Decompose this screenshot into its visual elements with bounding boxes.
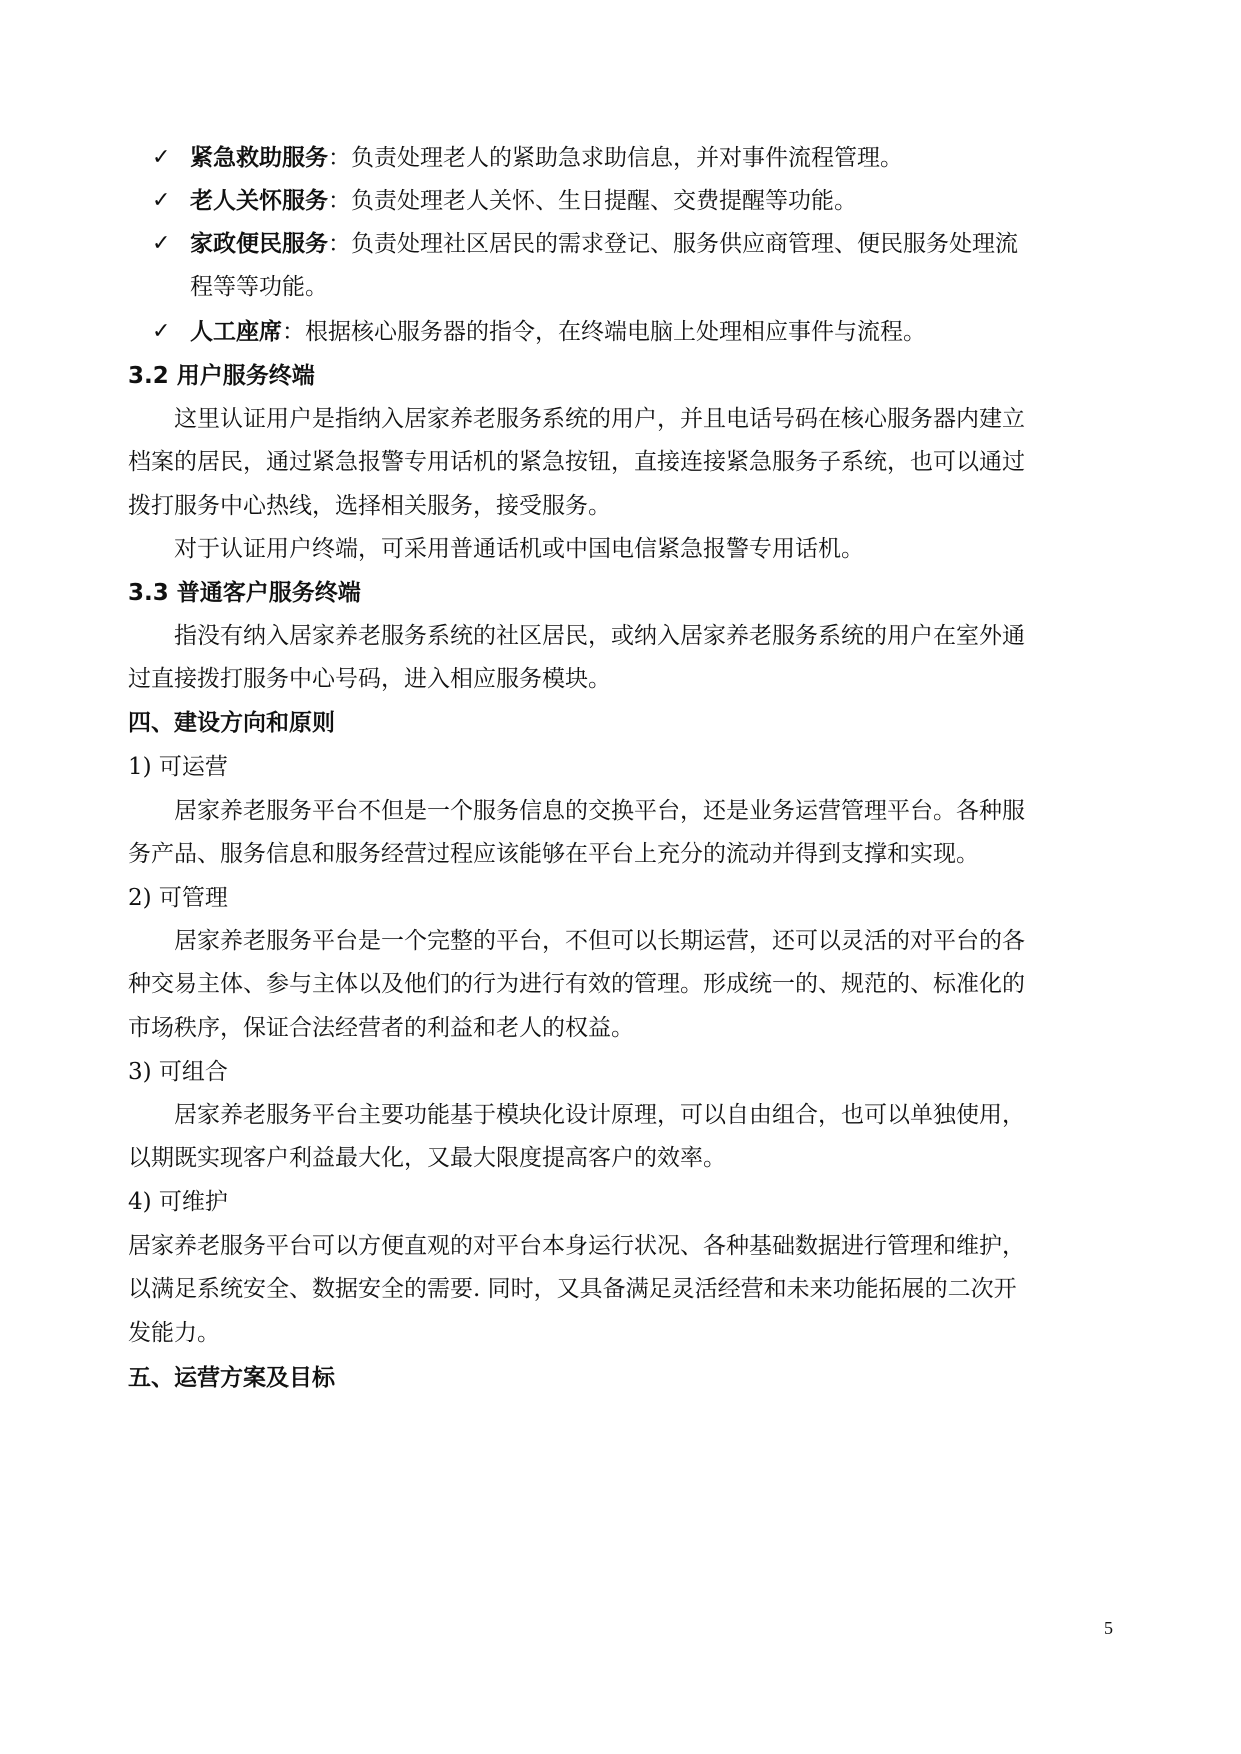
bullet-separator: ： <box>328 188 351 214</box>
paragraph-line: 居家养老服务平台是一个完整的平台，不但可以长期运营，还可以灵活的对平台的各 <box>174 928 1025 954</box>
bullet-title: 人工座席 <box>190 319 282 345</box>
bullet-text: 负责处理老人的紧助急求助信息，并对事件流程管理。 <box>351 145 903 171</box>
paragraph-line: 以期既实现客户利益最大化，又最大限度提高客户的效率。 <box>128 1145 726 1171</box>
bullet-continuation: 程等等功能。 <box>190 274 328 300</box>
principle-label: 3) 可组合 <box>128 1059 228 1085</box>
checkmark-icon: ✓ <box>152 319 171 344</box>
bullet-separator: ： <box>282 319 305 345</box>
chapter-heading: 五、运营方案及目标 <box>128 1365 335 1391</box>
section-heading: 3.3 普通客户服务终端 <box>128 580 361 606</box>
paragraph-line: 居家养老服务平台可以方便直观的对平台本身运行状况、各种基础数据进行管理和维护， <box>128 1233 1025 1259</box>
bullet-text: 负责处理老人关怀、生日提醒、交费提醒等功能。 <box>351 188 857 214</box>
principle-label: 4) 可维护 <box>128 1189 228 1215</box>
paragraph-line: 过直接拨打服务中心号码，进入相应服务模块。 <box>128 666 611 692</box>
bullet-line <box>190 228 1018 260</box>
bullet-title: 家政便民服务 <box>190 231 328 257</box>
bullet-text: 根据核心服务器的指令，在终端电脑上处理相应事件与流程。 <box>305 319 926 345</box>
bullet-separator: ： <box>328 231 351 257</box>
chapter-heading: 四、建设方向和原则 <box>128 710 335 736</box>
paragraph-line: 拨打服务中心热线，选择相关服务，接受服务。 <box>128 493 611 519</box>
paragraph-line: 以满足系统安全、数据安全的需要. 同时，又具备满足灵活经营和未来功能拓展的二次开 <box>128 1276 1017 1302</box>
section-heading: 3.2 用户服务终端 <box>128 363 315 389</box>
paragraph-line: 种交易主体、参与主体以及他们的行为进行有效的管理。形成统一的、规范的、标准化的 <box>128 971 1025 997</box>
bullet-text: 负责处理社区居民的需求登记、服务供应商管理、便民服务处理流 <box>351 231 1018 257</box>
bullet-separator: ： <box>328 145 351 171</box>
paragraph-line: 发能力。 <box>128 1320 220 1346</box>
paragraph-line: 居家养老服务平台主要功能基于模块化设计原理，可以自由组合，也可以单独使用， <box>174 1102 1025 1128</box>
paragraph-line: 档案的居民，通过紧急报警专用话机的紧急按钮，直接连接紧急服务子系统，也可以通过 <box>128 449 1025 475</box>
checkmark-icon: ✓ <box>152 188 171 213</box>
checkmark-icon: ✓ <box>152 145 171 170</box>
principle-label: 1) 可运营 <box>128 754 228 780</box>
bullet-line <box>190 185 857 217</box>
paragraph-line: 对于认证用户终端，可采用普通话机或中国电信紧急报警专用话机。 <box>174 536 864 562</box>
bullet-line <box>190 316 926 348</box>
paragraph-line: 这里认证用户是指纳入居家养老服务系统的用户，并且电话号码在核心服务器内建立 <box>174 406 1025 432</box>
bullet-line <box>190 142 903 174</box>
page-number: 5 <box>1104 1618 1113 1638</box>
paragraph-line: 市场秩序，保证合法经营者的利益和老人的权益。 <box>128 1015 634 1041</box>
bullet-title: 老人关怀服务 <box>190 188 328 214</box>
bullet-title: 紧急救助服务 <box>190 145 328 171</box>
paragraph-line: 居家养老服务平台不但是一个服务信息的交换平台，还是业务运营管理平台。各种服 <box>174 798 1025 824</box>
paragraph-line: 务产品、服务信息和服务经营过程应该能够在平台上充分的流动并得到支撑和实现。 <box>128 841 979 867</box>
paragraph-line: 指没有纳入居家养老服务系统的社区居民，或纳入居家养老服务系统的用户在室外通 <box>174 623 1025 649</box>
checkmark-icon: ✓ <box>152 231 171 256</box>
principle-label: 2) 可管理 <box>128 885 228 911</box>
